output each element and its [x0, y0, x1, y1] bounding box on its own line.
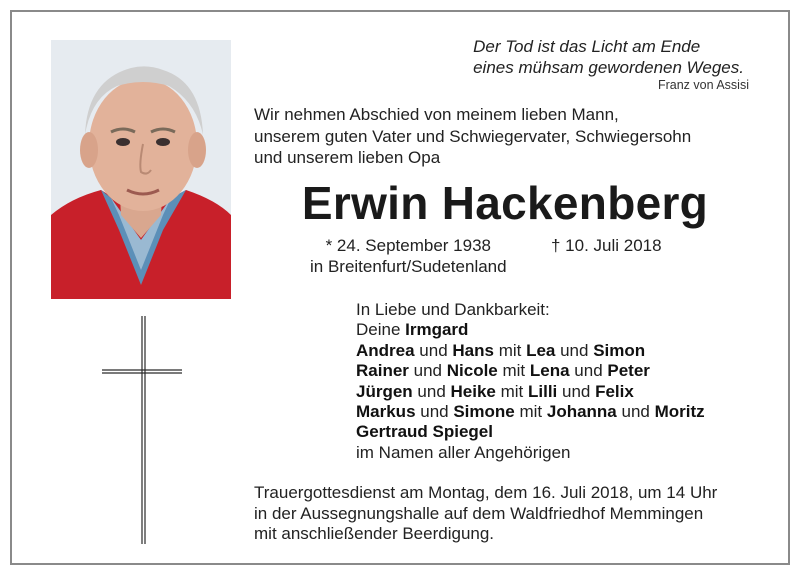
birth-date: * 24. September 1938 — [325, 236, 491, 255]
mourner-lines — [356, 320, 705, 442]
mourner-name: Markus — [356, 402, 416, 422]
mourner-connector: mit — [497, 361, 530, 381]
mourner-connector: und — [415, 402, 454, 422]
mourner-name: Simone — [453, 402, 515, 422]
mourner-connector: und — [414, 340, 453, 360]
mourner-name: Heike — [450, 381, 496, 401]
mourners-footer: im Namen aller Angehörigen — [356, 442, 571, 462]
mourner-name: Felix — [595, 381, 634, 401]
intro-line: Wir nehmen Abschied von meinem lieben Mann, — [254, 105, 619, 124]
mourner-name: Nicole — [446, 361, 498, 381]
mourner-connector: und — [557, 381, 596, 401]
mourner-name: Lea — [526, 340, 556, 360]
intro-line: unserem guten Vater und Schwiegervater, Schwiegersohn — [254, 126, 692, 146]
quote-author: Franz von Assisi — [657, 78, 749, 92]
mourner-line — [356, 341, 705, 361]
mourner-line — [356, 422, 705, 442]
quote — [473, 36, 744, 78]
service-info — [254, 483, 717, 545]
birth-block — [310, 235, 507, 277]
mourner-connector: und — [616, 402, 655, 422]
deceased-name-block — [110, 176, 800, 230]
birth-place: in Breitenfurt/Sudetenland — [310, 257, 507, 276]
mourner-name: Irmgard — [405, 320, 469, 340]
quote-line: eines mühsam gewordenen Weges. — [473, 58, 744, 77]
mourner-connector: Deine — [356, 320, 406, 340]
quote-line: Der Tod ist das Licht am Ende — [473, 37, 701, 56]
mourner-connector: mit — [493, 340, 527, 360]
mourner-line — [356, 382, 705, 402]
intro-text — [254, 104, 691, 169]
mourner-connector: und — [412, 381, 451, 401]
mourners-list — [356, 300, 705, 463]
mourner-connector: und — [408, 361, 447, 381]
mourner-connector: mit — [495, 381, 528, 401]
mourner-name: Gertraud Spiegel — [356, 422, 493, 442]
mourner-line — [356, 402, 705, 422]
mourner-name: Lena — [529, 361, 570, 381]
mourner-name: Johanna — [546, 402, 617, 422]
mourners-heading: In Liebe und Dankbarkeit: — [356, 300, 550, 319]
mourner-line — [356, 320, 705, 340]
mourner-name: Moritz — [654, 402, 705, 422]
mourner-line — [356, 361, 705, 381]
mourner-name: Rainer — [356, 361, 409, 381]
mourner-name: Simon — [593, 340, 646, 360]
service-line: mit anschließender Beerdigung. — [254, 524, 495, 543]
mourner-name: Hans — [452, 340, 494, 360]
mourner-name: Peter — [607, 361, 650, 381]
mourner-connector: und — [569, 361, 608, 381]
service-line: in der Aussegnungshalle auf dem Waldfriedhof Memmingen — [254, 503, 704, 523]
death-date: † 10. Juli 2018 — [551, 236, 662, 255]
mourner-name: Lilli — [527, 381, 558, 401]
intro-line: und unserem lieben Opa — [254, 148, 441, 167]
mourner-name: Jürgen — [356, 381, 413, 401]
portrait-photo — [51, 40, 231, 299]
deceased-name: Erwin Hackenberg — [301, 177, 709, 229]
mourner-connector: mit — [514, 402, 547, 422]
mourner-name: Andrea — [356, 340, 415, 360]
service-line: Trauergottesdienst am Montag, dem 16. Juli 2018, um 14 Uhr — [254, 483, 718, 502]
mourner-connector: und — [555, 340, 594, 360]
cross-icon — [102, 316, 182, 544]
